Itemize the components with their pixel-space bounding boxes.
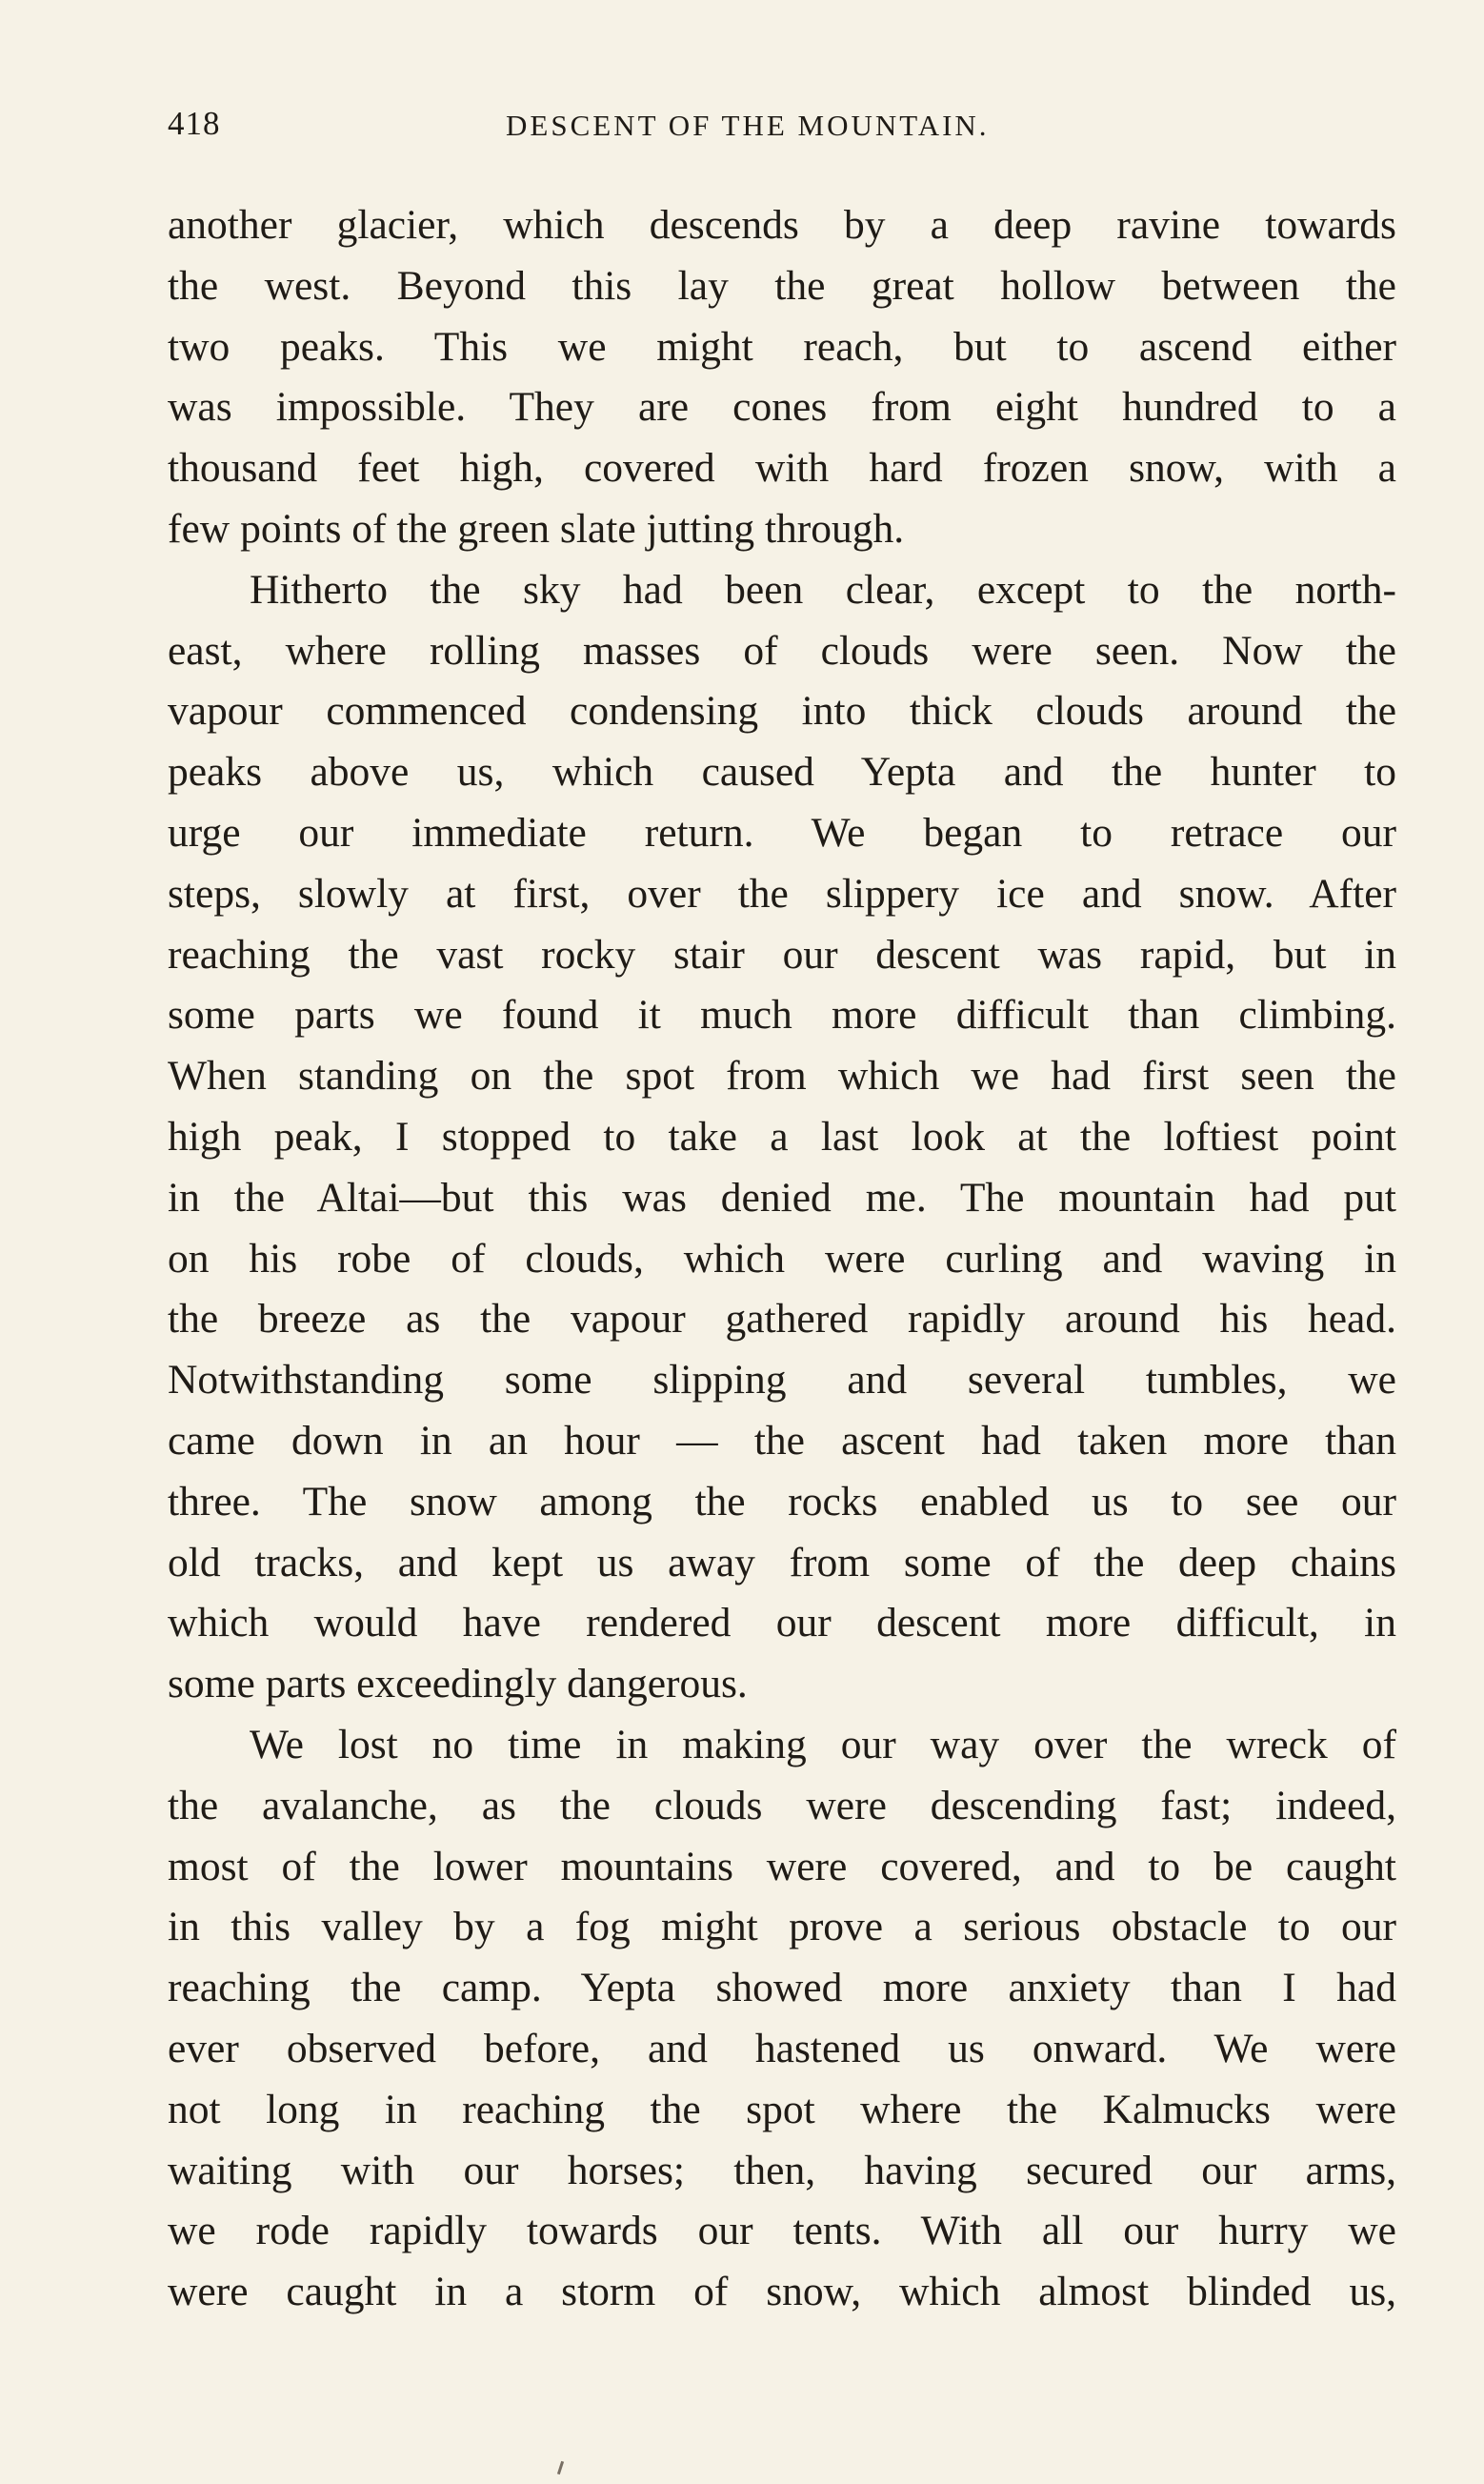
text-line: the breeze as the vapour gathered rapidly around his head. — [168, 1296, 1396, 1343]
text-line: vapour commenced condensing into thick clouds around the — [168, 688, 1396, 735]
page-header — [168, 105, 1396, 162]
text-line: steps, slowly at first, over the slippery ice and snow. After — [168, 870, 1396, 917]
text-line: were caught in a storm of snow, which almost blinded us, — [168, 2269, 1396, 2315]
text-line: not long in reaching the spot where the Kalmucks were — [168, 2086, 1396, 2132]
text-line: ever observed before, and hastened us onward. We were — [168, 2025, 1396, 2071]
running-head: DESCENT OF THE MOUNTAIN. — [506, 109, 990, 142]
text-line: was impossible. They are cones from eight hundred to a — [168, 384, 1396, 431]
body-text — [168, 195, 1396, 2323]
text-line: the avalanche, as the clouds were descending fast; indeed, — [168, 1782, 1396, 1828]
text-line: When standing on the spot from which we had first seen the — [168, 1053, 1396, 1100]
text-line: Notwithstanding some slipping and several tumbles, we — [168, 1357, 1396, 1404]
text-line: the west. Beyond this lay the great hollow between the — [168, 262, 1396, 309]
text-line: came down in an hour — the ascent had taken more than — [168, 1417, 1396, 1464]
text-line: on his robe of clouds, which were curling and waving in — [168, 1235, 1396, 1282]
text-line: three. The snow among the rocks enabled us to see our — [168, 1478, 1396, 1525]
text-line: in this valley by a fog might prove a serious obstacle to our — [168, 1904, 1396, 1950]
text-line: urge our immediate return. We began to retrace our — [168, 809, 1396, 856]
text-line: Hitherto the sky had been clear, except to the north- — [250, 566, 1396, 613]
text-line: few points of the green slate jutting through. — [168, 505, 905, 552]
text-line: old tracks, and kept us away from some of the deep chains — [168, 1539, 1396, 1585]
text-line: thousand feet high, covered with hard frozen snow, with a — [168, 445, 1396, 492]
text-line: high peak, I stopped to take a last look at the loftiest point — [168, 1113, 1396, 1160]
text-line: reaching the vast rocky stair our descent was rapid, but in — [168, 931, 1396, 978]
text-line: reaching the camp. Yepta showed more anxiety than I had — [168, 1965, 1396, 2011]
text-line: waiting with our horses; then, having secured our arms, — [168, 2147, 1396, 2193]
text-line: We lost no time in making our way over the wreck of — [250, 1721, 1396, 1767]
print-mark — [557, 2461, 564, 2474]
text-line: two peaks. This we might reach, but to ascend either — [168, 323, 1396, 370]
text-line: another glacier, which descends by a deep ravine towards — [168, 202, 1396, 248]
text-line: we rode rapidly towards our tents. With all our hurry we — [168, 2208, 1396, 2254]
text-line: which would have rendered our descent more difficult, in — [168, 1600, 1396, 1646]
text-line: east, where rolling masses of clouds were seen. Now the — [168, 627, 1396, 674]
text-line: most of the lower mountains were covered, and to be caught — [168, 1843, 1396, 1889]
text-line: in the Altai—but this was denied me. The mountain had put — [168, 1174, 1396, 1221]
page-number: 418 — [168, 105, 221, 142]
text-line: some parts we found it much more difficult than climbing. — [168, 992, 1396, 1039]
text-line: peaks above us, which caused Yepta and the hunter to — [168, 749, 1396, 796]
text-line: some parts exceedingly dangerous. — [168, 1661, 748, 1707]
